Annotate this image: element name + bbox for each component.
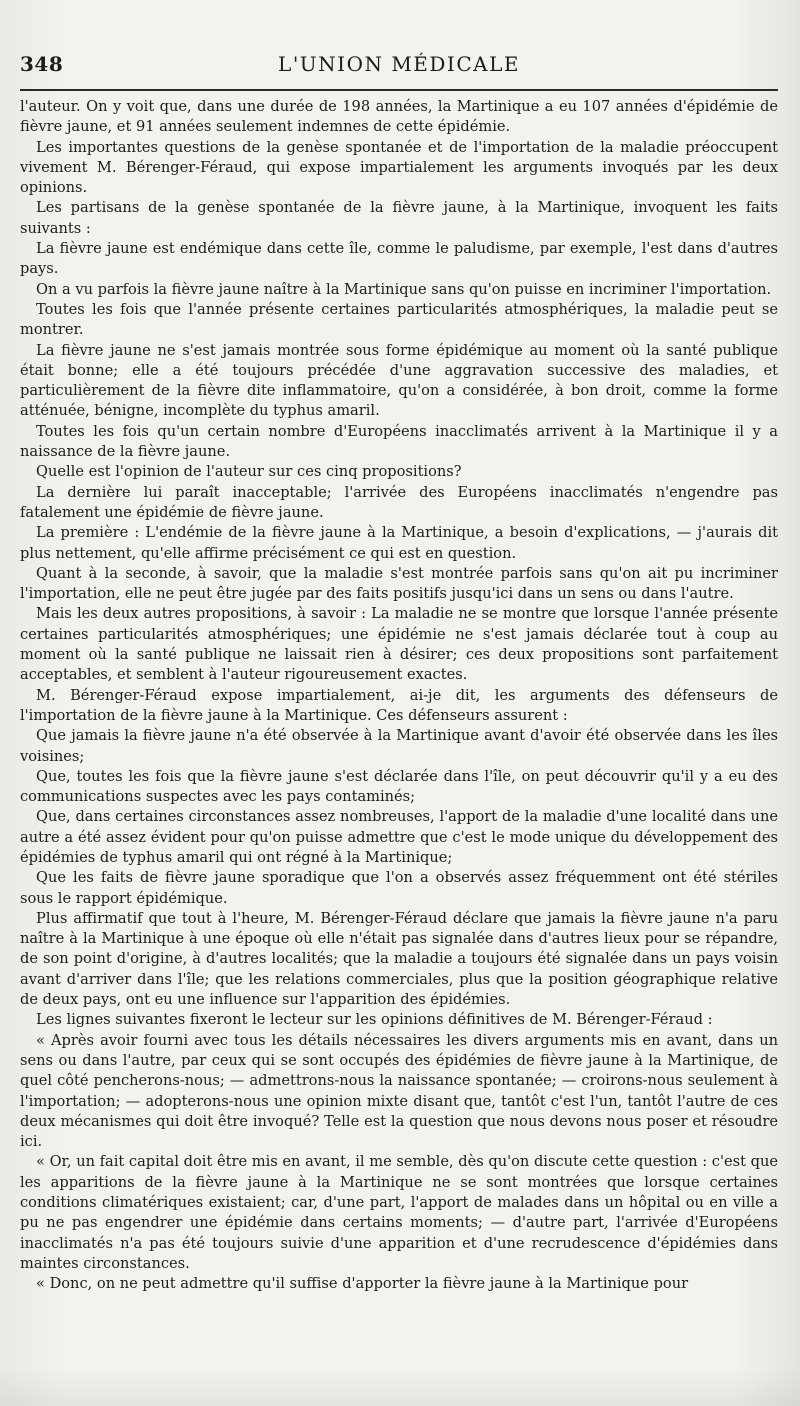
paragraph: Quant à la seconde, à savoir, que la maladie s'est montrée parfois sans qu'on ait pu incriminer l'importation, elle ne peut être jugée par des faits positifs jusqu'ici dans un sens ou dans l'autre. [20,564,778,603]
paragraph: « Donc, on ne peut admettre qu'il suffise d'apporter la fièvre jaune à la Martinique pour [36,1275,689,1293]
page-header [20,52,778,80]
article-body [20,97,778,1295]
running-title: L'UNION MÉDICALE [278,52,520,76]
paragraph: Quelle est l'opinion de l'auteur sur ces cinq propositions? [36,463,462,481]
paragraph: Que, dans certaines circonstances assez nombreuses, l'apport de la maladie d'une localité dans une autre a été assez évident pour qu'on puisse admettre que c'est le mode unique du développement des épidémies de typhus amaril qui ont régné à la Martinique; [20,808,778,866]
paragraph: On a vu parfois la fièvre jaune naître à la Martinique sans qu'on puisse en incriminer l'importation. [36,280,772,298]
page-edge-shadow [0,1366,800,1406]
paragraph: La dernière lui paraît inacceptable; l'arrivée des Européens inacclimatés n'engendre pas fatalement une épidémie de fièvre jaune. [20,483,778,521]
paragraph: Les importantes questions de la genèse spontanée et de l'importation de la maladie préoccupent vivement M. Bérenger-Féraud, qui expose impartialement les arguments invoqués par les deux opinions. [20,138,778,197]
paragraph: La première : L'endémie de la fièvre jaune à la Martinique, a besoin d'explications, — j'aurais dit plus nettement, qu'elle affirme précisément ce qui est en question. [20,524,778,562]
paragraph: La fièvre jaune ne s'est jamais montrée sous forme épidémique au moment où la santé publique était bonne; elle a été toujours précédée d'une aggravation successive des maladies, et particulièrement de la fièvre dite inflammatoire, qu'on a considérée, à bon droit, comme la forme atténuée, bénigne, incomplète du typhus amaril. [20,341,778,420]
paragraph: « Or, un fait capital doit être mis en avant, il me semble, dès qu'on discute cette question : c'est que les apparitions de la fièvre jaune à la Martinique ne se sont montrées que lorsque certaines conditions climatériques existaient; car, d'une part, l'apport de malades dans un hôpital ou en ville a pu ne pas engendrer une épidémie dans certains moments; — d'autre part, l'arrivée d'Européens inacclimatés n'a pas été toujours suivie d'une apparition et d'une recrudescence d'épidémies dans maintes circonstances. [20,1153,778,1272]
paragraph: Toutes les fois que l'année présente certaines particularités atmosphériques, la maladie peut se montrer. [20,300,778,339]
paragraph: Que, toutes les fois que la fièvre jaune s'est déclarée dans l'île, on peut découvrir qu'il y a eu des communications suspectes avec les pays contaminés; [20,767,778,806]
paragraph: l'auteur. On y voit que, dans une durée de 198 années, la Martinique a eu 107 années d'épidémie de fièvre jaune, et 91 années seulement indemnes de cette épidémie. [20,98,778,136]
paragraph: Les partisans de la genèse spontanée de la fièvre jaune, à la Martinique, invoquent les faits suivants : [20,199,778,237]
paragraph: Mais les deux autres propositions, à savoir : La maladie ne se montre que lorsque l'année présente certaines particularités atmosphériques; une épidémie ne s'est jamais déclarée tout à coup au moment où la santé publique ne laissait rien à désirer; ces deux propositions sont parfaitement acceptables, et semblent à l'auteur rigoureusement exactes. [20,605,778,684]
paragraph: « Après avoir fourni avec tous les détails nécessaires les divers arguments mis en avant, dans un sens ou dans l'autre, par ceux qui se sont occupés des épidémies de fièvre jaune à la Martinique, de quel côté pencherons-nous; — admettrons-nous la naissance spontanée; — croirons-nous seulement à l'importation; — adopterons-nous une opinion mixte disant que, tantôt c'est l'un, tantôt l'autre de ces deux mécanismes qui doit être invoqué? Telle est la question que nous devons nous poser et résoudre ici. [20,1031,778,1151]
paragraph: Que jamais la fièvre jaune n'a été observée à la Martinique avant d'avoir été observée dans les îles voisines; [20,727,778,765]
paragraph: M. Bérenger-Féraud expose impartialement, ai-je dit, les arguments des défenseurs de l'importation de la fièvre jaune à la Martinique. Ces défenseurs assurent : [20,686,778,724]
page-number: 348 [20,52,64,76]
paragraph: Les lignes suivantes fixeront le lecteur sur les opinions définitives de M. Bérenger-Féraud : [36,1011,713,1029]
paragraph: La fièvre jaune est endémique dans cette île, comme le paludisme, par exemple, l'est dans d'autres pays. [20,240,778,278]
header-rule [20,89,778,91]
paragraph: Plus affirmatif que tout à l'heure, M. Bérenger-Féraud déclare que jamais la fièvre jaune n'a paru naître à la Martinique à une époque où elle n'était pas signalée dans d'autres lieux pour se répandre, de son point d'origine, à d'autres localités; que la maladie a toujours été signalée dans un pays voisin avant d'arriver dans l'île; que les relations commerciales, plus que la position géographique relative de deux pays, ont eu une influence sur l'apparition des épidémies. [20,909,778,1009]
paragraph: Toutes les fois qu'un certain nombre d'Européens inacclimatés arrivent à la Martinique il y a naissance de la fièvre jaune. [20,422,778,461]
paragraph: Que les faits de fièvre jaune sporadique que l'on a observés assez fréquemment ont été stériles sous le rapport épidémique. [20,869,778,907]
